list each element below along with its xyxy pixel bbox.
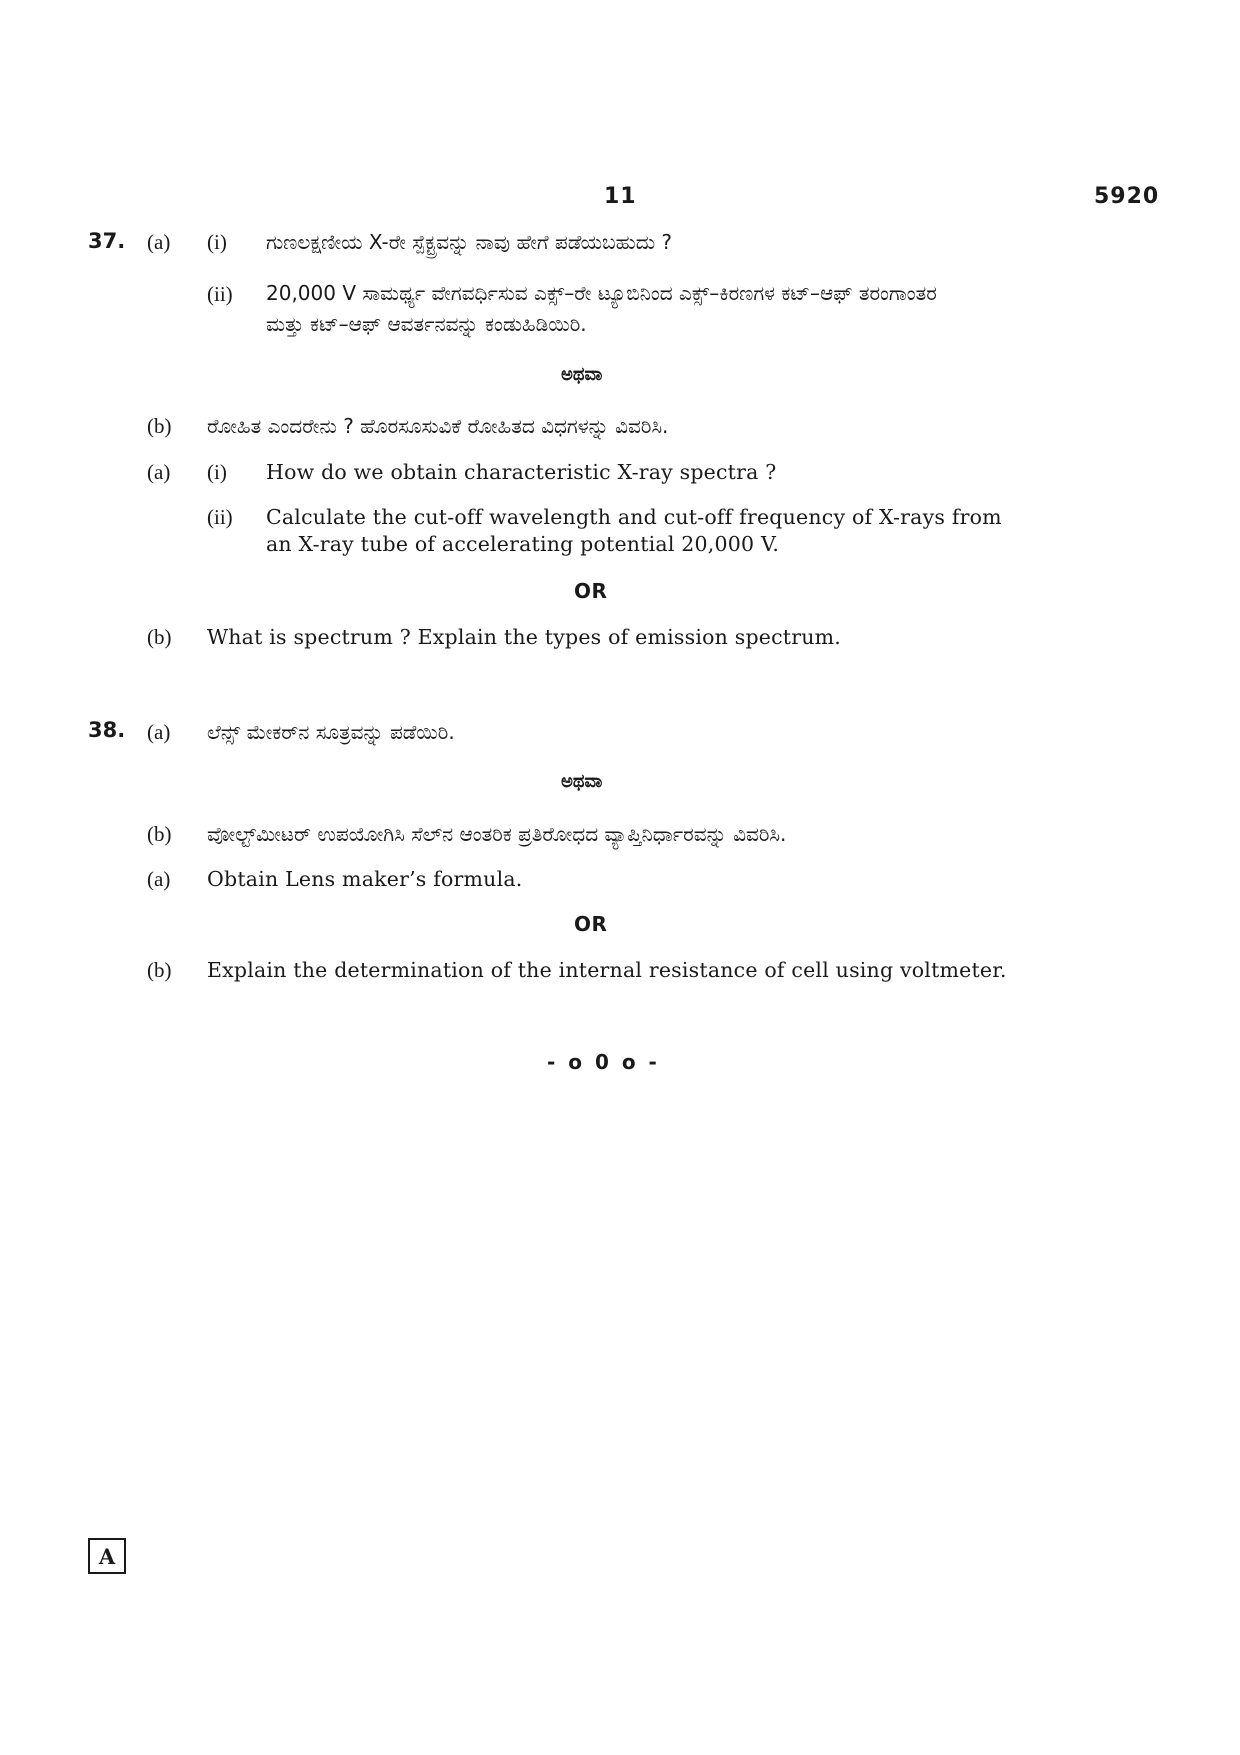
q37-a-i-english: How do we obtain characteristic X-ray spectra ? xyxy=(266,460,777,484)
q38-b-kannada: ವೋಲ್ಟ್‌ಮೀಟರ್ ಉಪಯೋಗಿಸಿ ಸೆಲ್‌ನ ಆಂತರಿಕ ಪ್ರತಿರೋಧದ ವ್ಯಾಪ್ತಿನಿರ್ಧಾರವನ್ನು ವಿವರಿಸಿ. xyxy=(207,822,787,846)
q37-a-ii-english-line2: an X-ray tube of accelerating potential 20,000 V. xyxy=(266,532,780,556)
q38-b-english: Explain the determination of the internal resistance of cell using voltmeter. xyxy=(207,958,1007,982)
q37-or-english: OR xyxy=(574,579,608,603)
q37-a-i-label-en: (i) xyxy=(207,460,227,484)
q38-a-label-en: (a) xyxy=(147,867,171,891)
q38-a-kannada: ಲೆನ್ಸ್ ಮೇಕರ್‌ನ ಸೂತ್ರವನ್ನು ಪಡೆಯಿರಿ. xyxy=(207,720,455,744)
q37-a-i-label-kn: (i) xyxy=(207,230,227,254)
question-37-number: 37. xyxy=(88,229,126,253)
q37-b-label-en: (b) xyxy=(147,625,172,649)
q37-b-english: What is spectrum ? Explain the types of emission spectrum. xyxy=(207,625,841,649)
q38-b-label-en: (b) xyxy=(147,958,172,982)
q38-a-english: Obtain Lens maker’s formula. xyxy=(207,867,523,891)
question-38-number: 38. xyxy=(88,718,126,742)
paper-code: 5920 xyxy=(1094,184,1160,209)
version-box xyxy=(88,1538,126,1574)
end-of-paper-mark: - o 0 o - xyxy=(547,1050,660,1074)
q37-a-ii-label-kn: (ii) xyxy=(207,282,233,306)
q37-a-label-en: (a) xyxy=(147,460,171,484)
q37-a-ii-english-line1: Calculate the cut-off wavelength and cut-off frequency of X-rays from xyxy=(266,505,1002,529)
page-number: 11 xyxy=(604,184,637,209)
q37-a-ii-kannada-line1: 20,000 V ಸಾಮರ್ಥ್ಯ ವೇಗವರ್ಧಿಸುವ ಎಕ್ಸ್–ರೇ ಟ್ಯೂಬಿನಿಂದ ಎಕ್ಸ್–ಕಿರಣಗಳ ಕಟ್–ಆಫ್ ತರಂಗಾಂತರ xyxy=(266,281,937,305)
q38-a-label-kn: (a) xyxy=(147,720,171,744)
q38-or-kannada: ಅಥವಾ xyxy=(561,771,603,792)
q37-a-ii-label-en: (ii) xyxy=(207,505,233,529)
q37-b-label-kn: (b) xyxy=(147,414,172,438)
q37-a-i-kannada: ಗುಣಲಕ್ಷಣೀಯ X-ರೇ ಸ್ಪೆಕ್ಟ್ರವನ್ನು ನಾವು ಹೇಗೆ ಪಡೆಯಬಹುದು ? xyxy=(266,230,673,254)
q37-a-ii-kannada-line2: ಮತ್ತು ಕಟ್–ಆಫ್ ಆವರ್ತನವನ್ನು ಕಂಡುಹಿಡಿಯಿರಿ. xyxy=(266,312,587,336)
q37-a-label-kn: (a) xyxy=(147,230,171,254)
version-letter: A xyxy=(98,1543,116,1569)
q38-or-english: OR xyxy=(574,912,608,936)
q38-b-label-kn: (b) xyxy=(147,822,172,846)
q37-b-kannada: ರೋಹಿತ ಎಂದರೇನು ? ಹೊರಸೂಸುವಿಕೆ ರೋಹಿತದ ವಿಧಗಳನ್ನು ವಿವರಿಸಿ. xyxy=(207,414,669,438)
q37-or-kannada: ಅಥವಾ xyxy=(561,364,603,385)
